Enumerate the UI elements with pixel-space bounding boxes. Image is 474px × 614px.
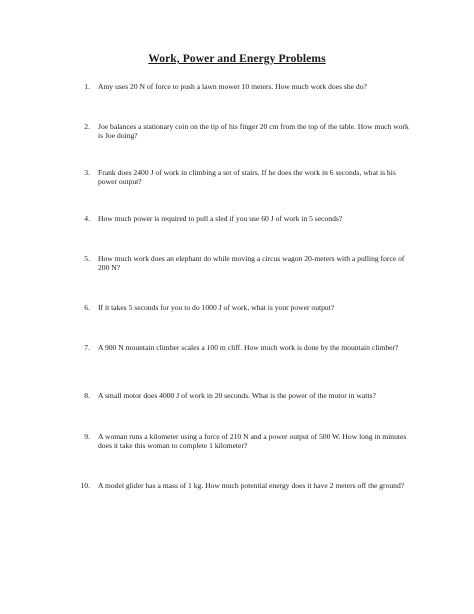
problem-text: A small motor does 4000 J of work in 20 seconds. What is the power of the motor in watts? (98, 391, 376, 400)
problem-text: A 900 N mountain climber scales a 100 m cliff. How much work is done by the mountain climber? (98, 343, 399, 352)
problem-text: Frank does 2400 J of work in climbing a set of stairs. If he does the work in 6 seconds, what is his power output? (98, 168, 396, 186)
page-title: Work, Power and Energy Problems (148, 53, 326, 65)
problem-text: How much work does an elephant do while moving a circus wagon 20-meters with a pulling force of 200 N? (98, 254, 405, 272)
problem-item (82, 303, 412, 312)
problem-number: 6. (84, 303, 90, 312)
problem-item (82, 82, 412, 91)
problem-number: 1. (84, 82, 90, 91)
problem-item (82, 254, 412, 272)
problem-number: 2. (84, 122, 90, 131)
problem-number: 3. (84, 168, 90, 177)
problem-number: 8. (84, 391, 90, 400)
problem-item (82, 122, 412, 140)
problem-text: If it takes 5 seconds for you to do 1000 J of work, what is your power output? (98, 303, 335, 312)
problem-text: How much power is required to pull a sled if you use 60 J of work in 5 seconds? (98, 214, 343, 223)
problem-text: A model glider has a mass of 1 kg. How much potential energy does it have 2 meters off the ground? (98, 481, 405, 490)
problem-item (82, 168, 412, 186)
problem-item (82, 481, 412, 490)
problem-item (82, 432, 412, 450)
problem-text: Amy uses 20 N of force to push a lawn mower 10 meters. How much work does she do? (98, 82, 367, 91)
problem-item (82, 343, 412, 352)
problem-item (82, 391, 412, 400)
problem-text: Joe balances a stationary coin on the tip of his finger 20 cm from the top of the table. How much work is Joe doing? (98, 122, 409, 140)
problem-number: 4. (84, 214, 90, 223)
problem-number: 9. (84, 432, 90, 441)
problem-number: 5. (84, 254, 90, 263)
problem-item (82, 214, 412, 223)
problem-number: 10. (80, 481, 90, 490)
problem-text: A woman runs a kilometer using a force of 210 N and a power output of 500 W. How long in minutes does it take this woman to complete 1 kilometer? (98, 432, 407, 450)
problem-number: 7. (84, 343, 90, 352)
